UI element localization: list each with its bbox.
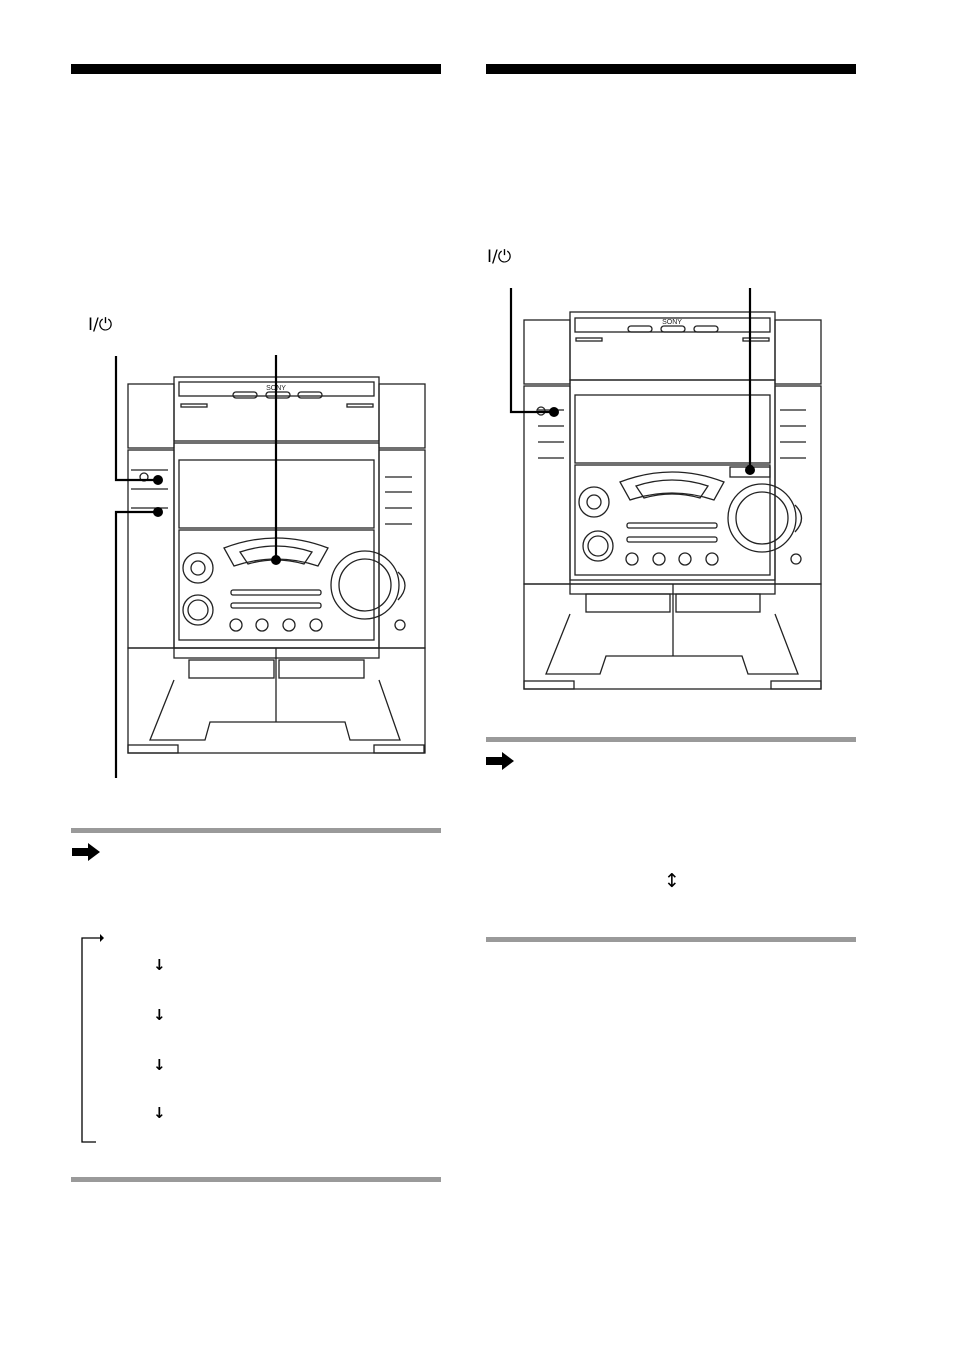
cycle-arrow-icon-3: ↓ (153, 1056, 166, 1074)
right-tip-arrow-icon (486, 752, 514, 770)
left-power-label: I/⏻ (88, 315, 113, 335)
cycle-arrow-icon-2: ↓ (153, 1006, 166, 1024)
right-power-label: I/⏻ (487, 247, 512, 267)
right-tip-rule-bottom (486, 937, 856, 942)
right-stereo-logo: SONY (662, 319, 682, 326)
cycle-arrow-icon-1: ↓ (153, 956, 166, 974)
up-down-arrow-icon: ↕ (664, 870, 680, 892)
right-tip-rule-top (486, 737, 856, 742)
left-stereo-logo: SONY (266, 385, 286, 392)
cycle-arrow-icon-4: ↓ (153, 1104, 166, 1122)
